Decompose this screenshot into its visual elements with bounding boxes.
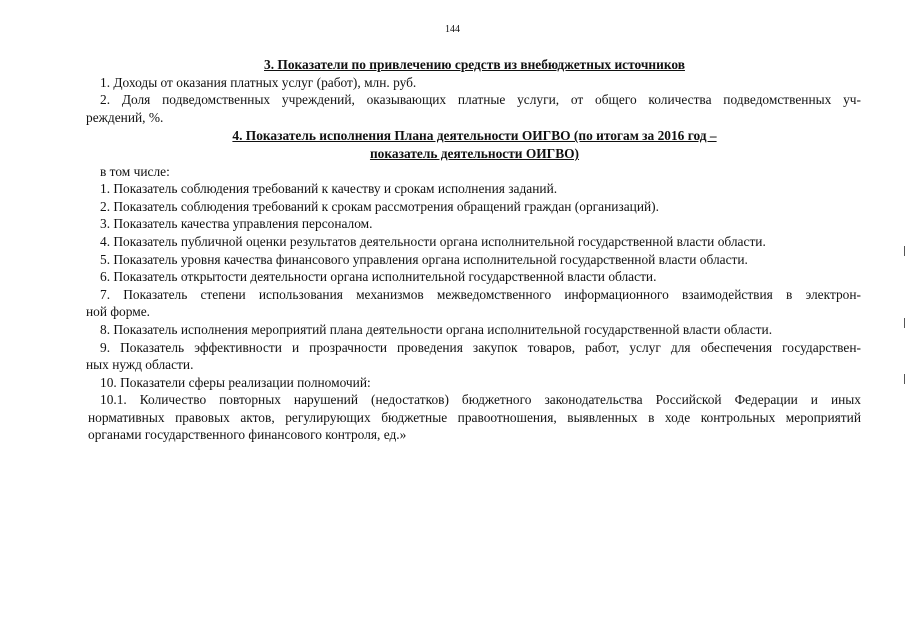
subitem-text-line-1: 10.1. Количество повторных нарушений (недостатков) бюджетного законодательства Российской Федерации и иных bbox=[100, 392, 861, 408]
page-number: 144 bbox=[445, 24, 460, 35]
section-4-subitem-10-1 bbox=[88, 391, 861, 444]
item-text-line-1: 7. Показатель степени использования механизмов межведомственного информационного взаимодействия в электрон- bbox=[100, 286, 861, 302]
section-4-item-1: 1. Показатель соблюдения требований к качеству и срокам исполнения заданий. bbox=[100, 181, 558, 197]
section-4-item-10: 10. Показатели сферы реализации полномочий: bbox=[100, 374, 371, 390]
document-body bbox=[88, 56, 861, 444]
item-text-line-2: реждений, %. bbox=[86, 109, 164, 125]
item-text-line-1: 2. Доля подведомственных учреждений, оказывающих платные услуги, от общего количества подведомственных уч- bbox=[100, 92, 861, 108]
subitem-text-line-2: нормативных правовых актов, регулирующих бюджетные правоотношения, выявленных в ходе контрольных мероприятий bbox=[88, 409, 861, 425]
section-4-heading bbox=[88, 127, 861, 162]
section-4-item-3: 3. Показатель качества управления персоналом. bbox=[100, 216, 373, 232]
section-4-item-6: 6. Показатель открытости деятельности органа исполнительной государственной власти области. bbox=[100, 269, 657, 285]
item-text-line-2: ной форме. bbox=[86, 304, 151, 320]
section-4-heading-line-1: 4. Показатель исполнения Плана деятельности ОИГВО (по итогам за 2016 год – bbox=[232, 128, 717, 144]
item-text-line-2: ных нужд области. bbox=[86, 357, 194, 373]
item-text-line-1: 9. Показатель эффективности и прозрачности проведения закупок товаров, работ, услуг для обеспечения государствен- bbox=[100, 339, 861, 355]
section-4-item-9 bbox=[88, 339, 861, 374]
section-4-item-7 bbox=[88, 286, 861, 321]
section-4-item-5: 5. Показатель уровня качества финансового управления органа исполнительной государственной власти области. bbox=[100, 251, 748, 267]
section-4-heading-line-2: показатель деятельности ОИГВО) bbox=[369, 145, 580, 161]
section-4-item-2: 2. Показатель соблюдения требований к срокам рассмотрения обращений граждан (организаций). bbox=[100, 198, 659, 214]
section-3-item-2 bbox=[88, 91, 861, 126]
section-4-item-4: 4. Показатель публичной оценки результатов деятельности органа исполнительной государственной власти области. bbox=[100, 233, 766, 249]
section-3-heading: 3. Показатели по привлечению средств из внебюджетных источников bbox=[264, 57, 685, 72]
subitem-text-line-3: органами государственного финансового контроля, ед.» bbox=[88, 427, 407, 443]
section-3-item-1 bbox=[88, 74, 861, 92]
item-text: 1. Доходы от оказания платных услуг (работ), млн. руб. bbox=[100, 74, 417, 90]
section-4-item-8: 8. Показатель исполнения мероприятий плана деятельности органа исполнительной государственной власти области. bbox=[100, 321, 773, 337]
section-4-intro: в том числе: bbox=[100, 163, 170, 179]
